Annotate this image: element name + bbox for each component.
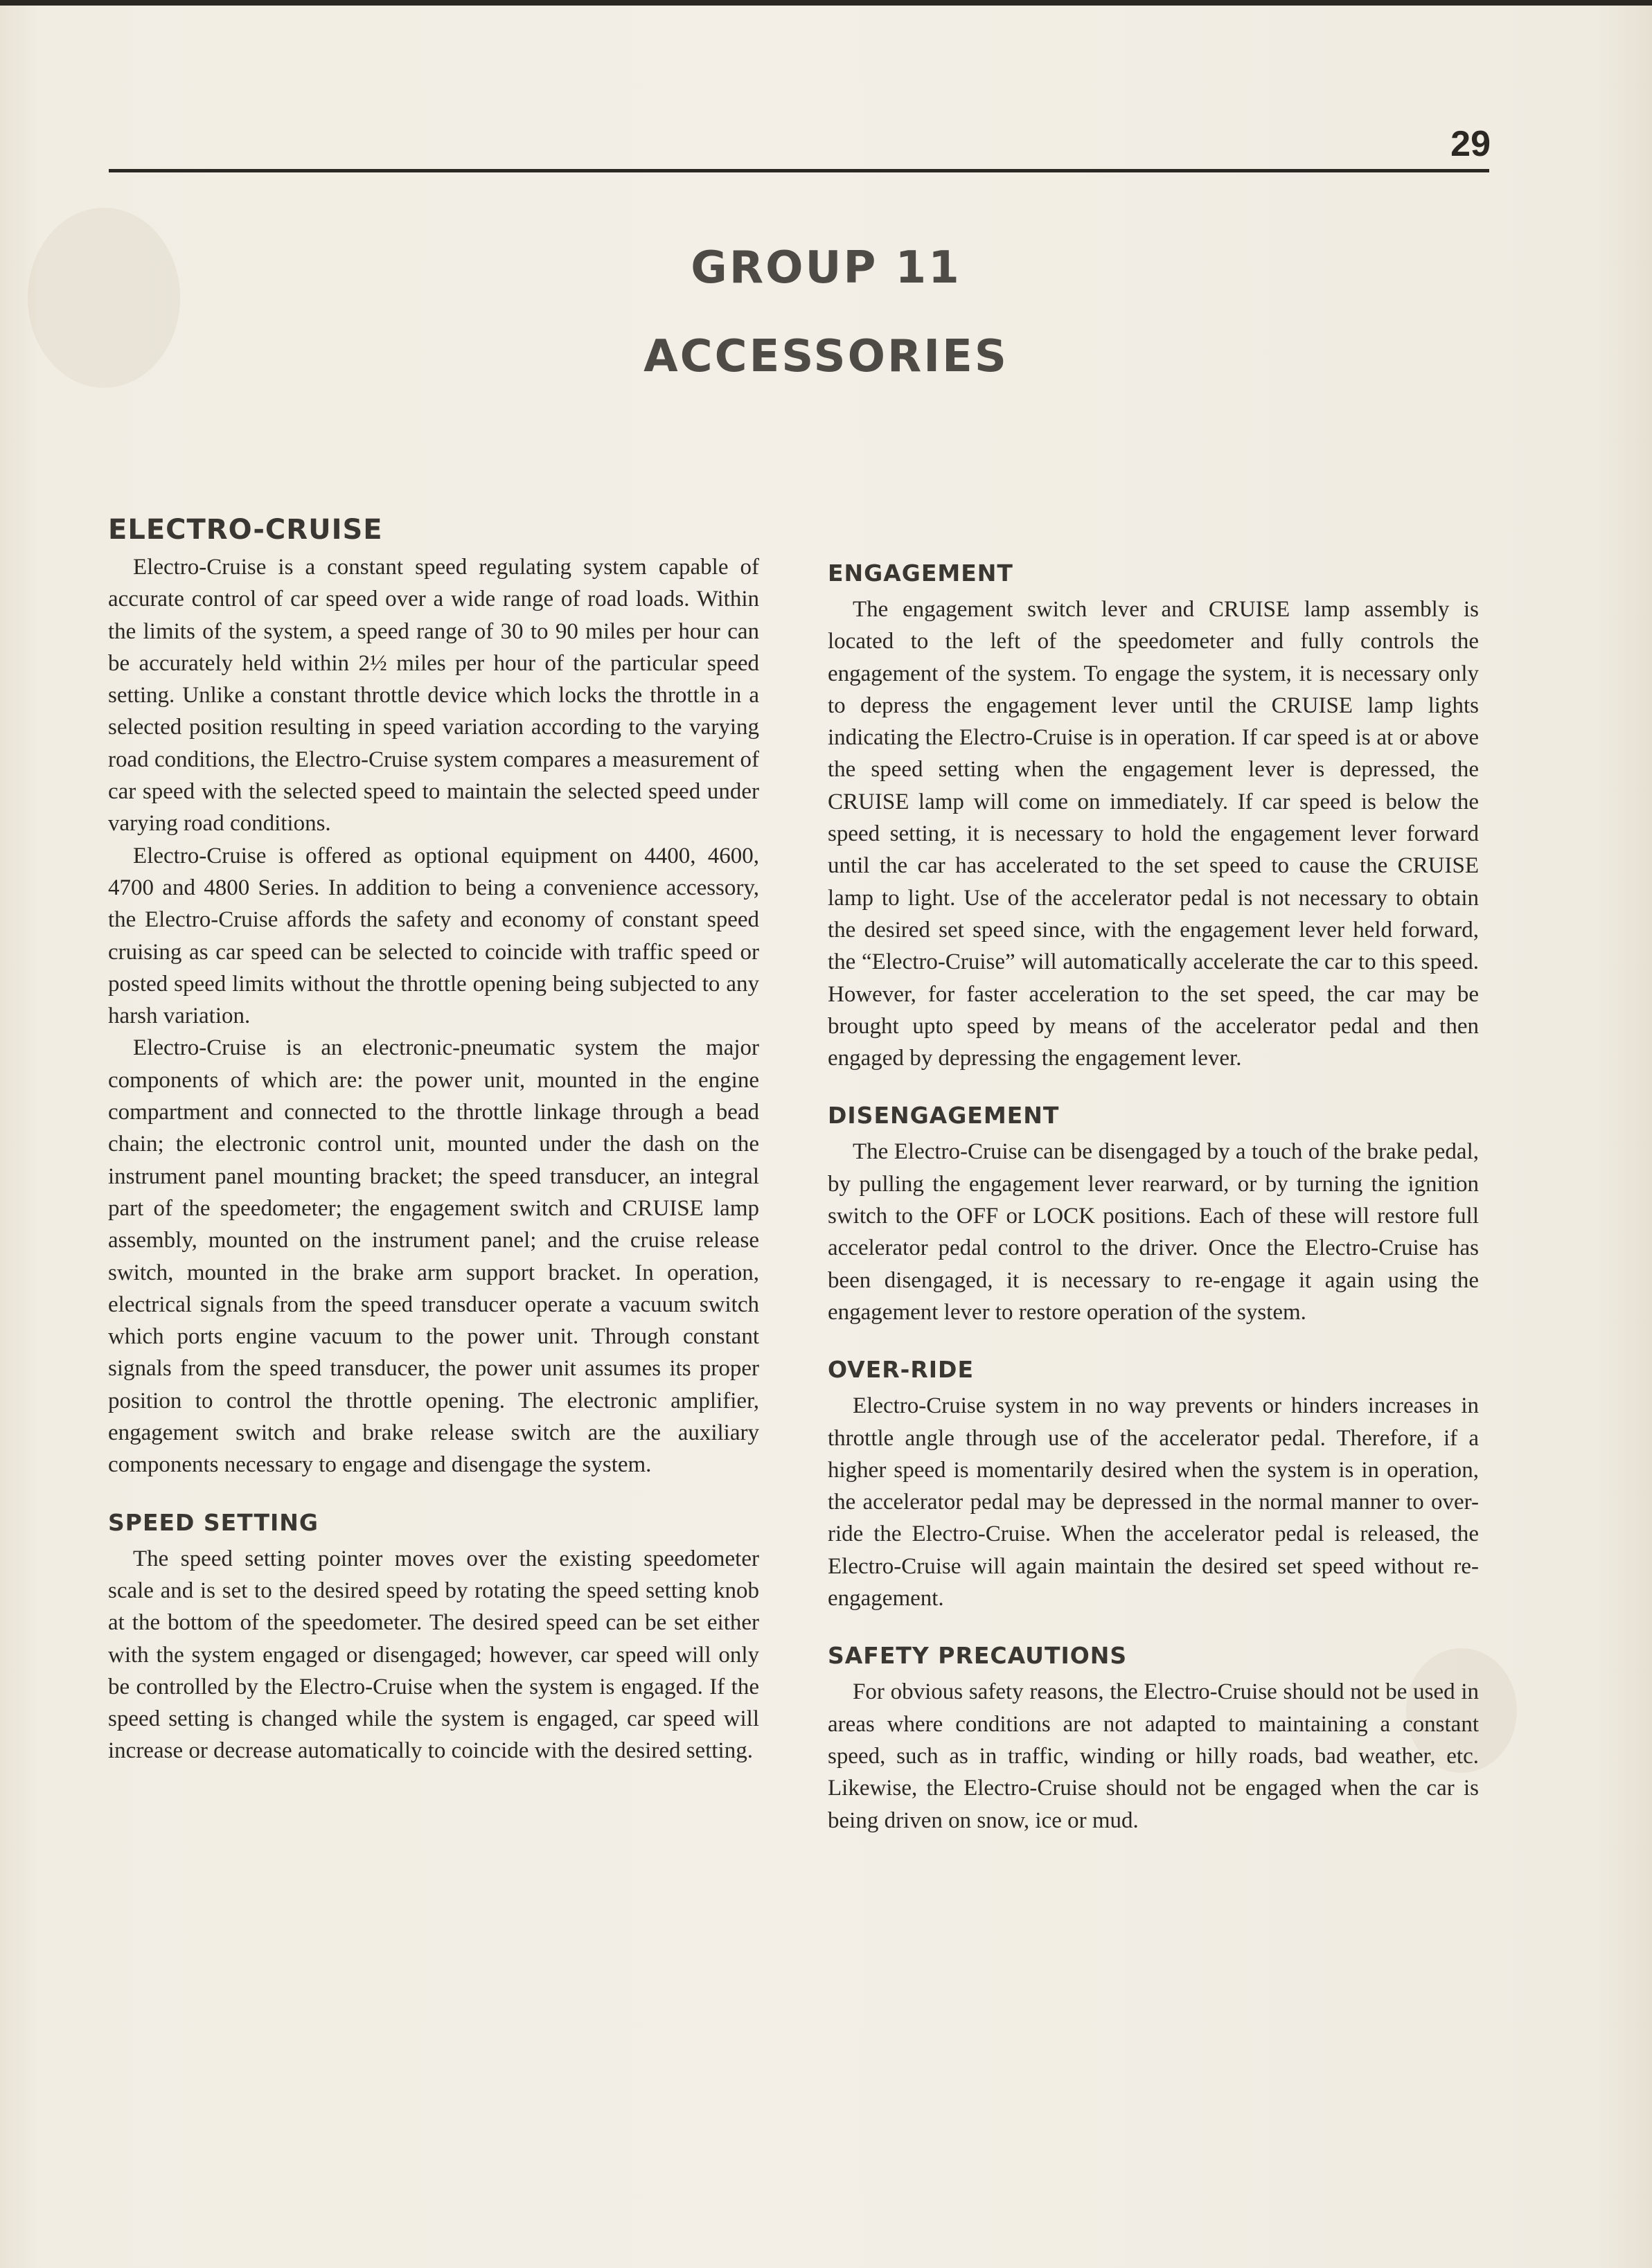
header-rule [109, 169, 1489, 172]
engagement-paragraph: The engagement switch lever and CRUISE lamp assembly is located to the left of the speedometer and fully controls the engagement of the system. To engage the system, it is necessary only to depress the engagement lever until the CRUISE lamp lights indicating the Electro-Cruise is in operation. If car speed is at or above the speed setting when the engagement lever is depressed, the CRUISE lamp will come on immediately. If car speed is below the speed setting, it is necessary to hold the engagement lever forward until the car has accelerated to the set speed to cause the CRUISE lamp to light. Use of the accelerator pedal is not necessary to obtain the desired set speed since, with the engagement lever held forward, the “Electro-Cruise” will automatically accelerate the car to this speed. However, for faster acceleration to the set speed, the car may be brought upto speed by means of the accelerator pedal and then engaged by depressing the engagement lever. [828, 597, 1479, 1071]
disengagement-paragraph: The Electro-Cruise can be disengaged by a touch of the brake pedal, by pulling the engagement lever rearward, or by turning the ignition switch to the OFF or LOCK positions. Each of these will restore full accelerator pedal control to the driver. Once the Electro-Cruise has been disengaged, it is necessary to re-engage it again using the engagement lever to restore operation of the system. [828, 1139, 1479, 1325]
safety-precautions-paragraph: For obvious safety reasons, the Electro-Cruise should not be used in areas where conditions are not adapted to maintaining a constant speed, such as in traffic, winding or hilly roads, bad weather, etc. Likewise, the Electro-Cruise should not be engaged when the car is being driven on snow, ice or mud. [828, 1679, 1479, 1833]
page-number: 29 [1450, 124, 1491, 164]
left-column [108, 514, 759, 1767]
override-paragraph: Electro-Cruise system in no way prevents or hinders increases in throttle angle through use of the accelerator pedal. Therefore, if a higher speed is momentarily desired when the system is in operation, the accelerator pedal may be depressed in the normal manner to over-ride the Electro-Cruise. When the accelerator pedal is released, the Electro-Cruise will again maintain the desired set speed without re-engagement. [828, 1393, 1479, 1611]
electro-cruise-intro-paragraph: Electro-Cruise is a constant speed regulating system capable of accurate control of car speed over a wide range of road loads. Within the limits of the system, a speed range of 30 to 90 miles per hour can be accurately held within 2½ miles per hour of the particular speed setting. Unlike a constant throttle device which locks the throttle in a selected position resulting in speed variation according to the varying road conditions, the Electro-Cruise system compares a measurement of car speed with the selected speed to maintain the selected speed under varying road conditions. [108, 555, 759, 837]
safety-precautions-heading: SAFETY PRECAUTIONS [828, 1642, 1128, 1670]
electro-cruise-heading: ELECTRO-CRUISE [108, 514, 383, 546]
group-title: GROUP 11 [691, 242, 961, 294]
speed-setting-paragraph: The speed setting pointer moves over the existing speedometer scale and is set to the desired speed by rotating the speed setting knob at the bottom of the speedometer. The desired speed can be set either with the system engaged or disengaged; however, car speed will only be controlled by the Electro-Cruise when the system is engaged. If the speed setting is changed while the system is engaged, car speed will increase or decrease automatically to coincide with the desired setting. [108, 1546, 759, 1764]
electro-cruise-options-paragraph: Electro-Cruise is offered as optional equipment on 4400, 4600, 4700 and 4800 Series. In addition to being a convenience accessory, the Electro-Cruise affords the safety and economy of constant speed cruising as car speed can be selected to coincide with traffic speed or posted speed limits without the throttle opening being subjected to any harsh variation. [108, 843, 759, 1029]
page-top-edge [0, 0, 1652, 6]
speed-setting-heading: SPEED SETTING [108, 1508, 319, 1536]
section-title: ACCESSORIES [643, 331, 1009, 382]
electro-cruise-components-paragraph: Electro-Cruise is an electronic-pneumatic system the major components of which are: the power unit, mounted in the engine compartment and connected to the throttle linkage through a bead chain; the electronic control unit, mounted under the dash on the instrument panel mounting bracket; the speed transducer, an integral part of the speedometer; the engagement switch and CRUISE lamp assembly, mounted on the instrument panel; and the cruise release switch, mounted in the brake arm support bracket. In operation, electrical signals from the speed transducer operate a vacuum switch which ports engine vacuum to the power unit. Through constant signals from the speed transducer, the power unit assumes its proper position to control the throttle opening. The electronic amplifier, engagement switch and brake release switch are the auxiliary components necessary to engage and disengage the system. [108, 1035, 759, 1478]
engagement-heading: ENGAGEMENT [828, 560, 1013, 587]
right-column [828, 560, 1479, 1837]
disengagement-heading: DISENGAGEMENT [828, 1102, 1060, 1129]
override-heading: OVER-RIDE [828, 1356, 974, 1384]
